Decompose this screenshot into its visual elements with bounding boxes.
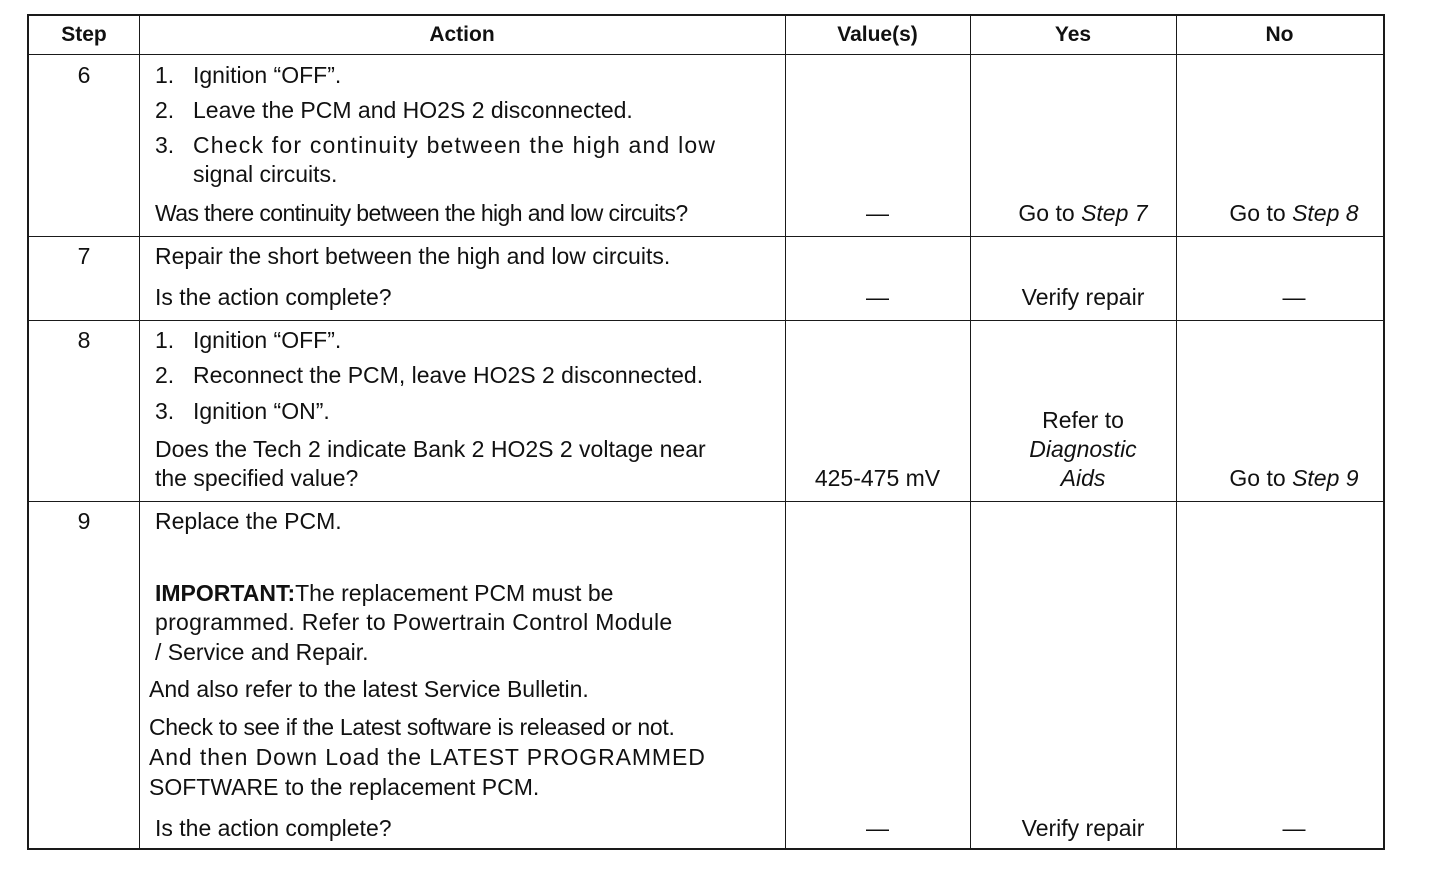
step-number: 9 xyxy=(77,508,91,534)
value-cell: 425-475 mV xyxy=(814,465,941,491)
header-action: Action xyxy=(429,23,495,46)
step-link[interactable]: Step 7 xyxy=(1081,200,1148,226)
important-note: programmed. Refer to Powertrain Control Module xyxy=(155,609,673,635)
column-divider xyxy=(139,16,140,848)
header-values: Value(s) xyxy=(837,23,918,46)
software-note: Check to see if the Latest software is released or not. xyxy=(149,714,675,740)
action-item xyxy=(155,96,633,125)
no-prefix: Go to xyxy=(1229,465,1293,491)
action-item xyxy=(155,326,341,355)
yes-cell xyxy=(970,199,1196,228)
action-item xyxy=(155,61,341,90)
row-divider xyxy=(29,501,1383,502)
no-cell: — xyxy=(1282,284,1306,310)
item-text: Ignition “OFF”. xyxy=(193,62,342,88)
action-item xyxy=(155,397,330,426)
column-divider xyxy=(785,16,786,848)
item-number: 1. xyxy=(155,327,175,353)
header-yes: Yes xyxy=(1054,23,1092,46)
action-question: Is the action complete? xyxy=(155,284,392,310)
action-item xyxy=(155,361,703,390)
value-cell: — xyxy=(866,200,889,226)
item-number: 2. xyxy=(155,97,175,123)
action-question: Is the action complete? xyxy=(155,815,392,841)
item-text: Check for continuity between the high and low xyxy=(193,132,717,158)
step-number: 7 xyxy=(77,243,91,269)
diagnostic-aids-link[interactable]: Aids xyxy=(1060,465,1106,491)
value-cell: — xyxy=(866,284,889,310)
action-text: Replace the PCM. xyxy=(155,508,342,534)
no-prefix: Go to xyxy=(1229,200,1293,226)
item-number: 3. xyxy=(155,132,175,158)
action-text: Repair the short between the high and low circuits. xyxy=(155,243,671,269)
item-number: 2. xyxy=(155,362,175,388)
no-cell: — xyxy=(1282,815,1306,841)
item-text: Reconnect the PCM, leave HO2S 2 disconnected. xyxy=(193,362,704,388)
software-note: And then Down Load the LATEST PROGRAMMED xyxy=(149,744,706,770)
item-number: 1. xyxy=(155,62,175,88)
action-question: the specified value? xyxy=(155,465,359,491)
service-bulletin-note: And also refer to the latest Service Bulletin. xyxy=(149,676,589,702)
important-note: / Service and Repair. xyxy=(155,639,369,665)
diagnostic-aids-link[interactable]: Diagnostic xyxy=(1029,436,1137,462)
step-link[interactable]: Step 8 xyxy=(1292,200,1359,226)
row-divider xyxy=(29,320,1383,321)
important-text: The replacement PCM must be xyxy=(295,580,614,606)
no-cell xyxy=(1176,464,1412,493)
row-divider xyxy=(29,54,1383,55)
step-number: 8 xyxy=(77,327,91,353)
yes-cell: Verify repair xyxy=(1021,284,1145,310)
row-divider xyxy=(29,236,1383,237)
yes-prefix: Go to xyxy=(1018,200,1082,226)
yes-cell: Refer to xyxy=(1042,407,1124,433)
step-link[interactable]: Step 9 xyxy=(1292,465,1359,491)
yes-cell: Verify repair xyxy=(1021,815,1145,841)
item-text: signal circuits. xyxy=(193,161,338,187)
action-question: Does the Tech 2 indicate Bank 2 HO2S 2 voltage near xyxy=(155,436,706,462)
software-note: SOFTWARE to the replacement PCM. xyxy=(149,774,540,800)
item-number: 3. xyxy=(155,398,175,424)
value-cell: — xyxy=(866,815,889,841)
no-cell xyxy=(1176,199,1412,228)
important-label: IMPORTANT: xyxy=(155,580,296,606)
header-step: Step xyxy=(61,23,107,46)
header-no: No xyxy=(1265,23,1294,46)
step-number: 6 xyxy=(77,62,91,88)
action-question: Was there continuity between the high and low circuits? xyxy=(155,200,688,226)
item-text: Ignition “OFF”. xyxy=(193,327,342,353)
item-text: Ignition “ON”. xyxy=(193,398,330,424)
item-text: Leave the PCM and HO2S 2 disconnected. xyxy=(193,97,633,123)
action-item xyxy=(155,131,775,160)
action-item xyxy=(155,160,337,189)
diagnostic-table xyxy=(27,14,1385,850)
important-note xyxy=(155,579,775,608)
